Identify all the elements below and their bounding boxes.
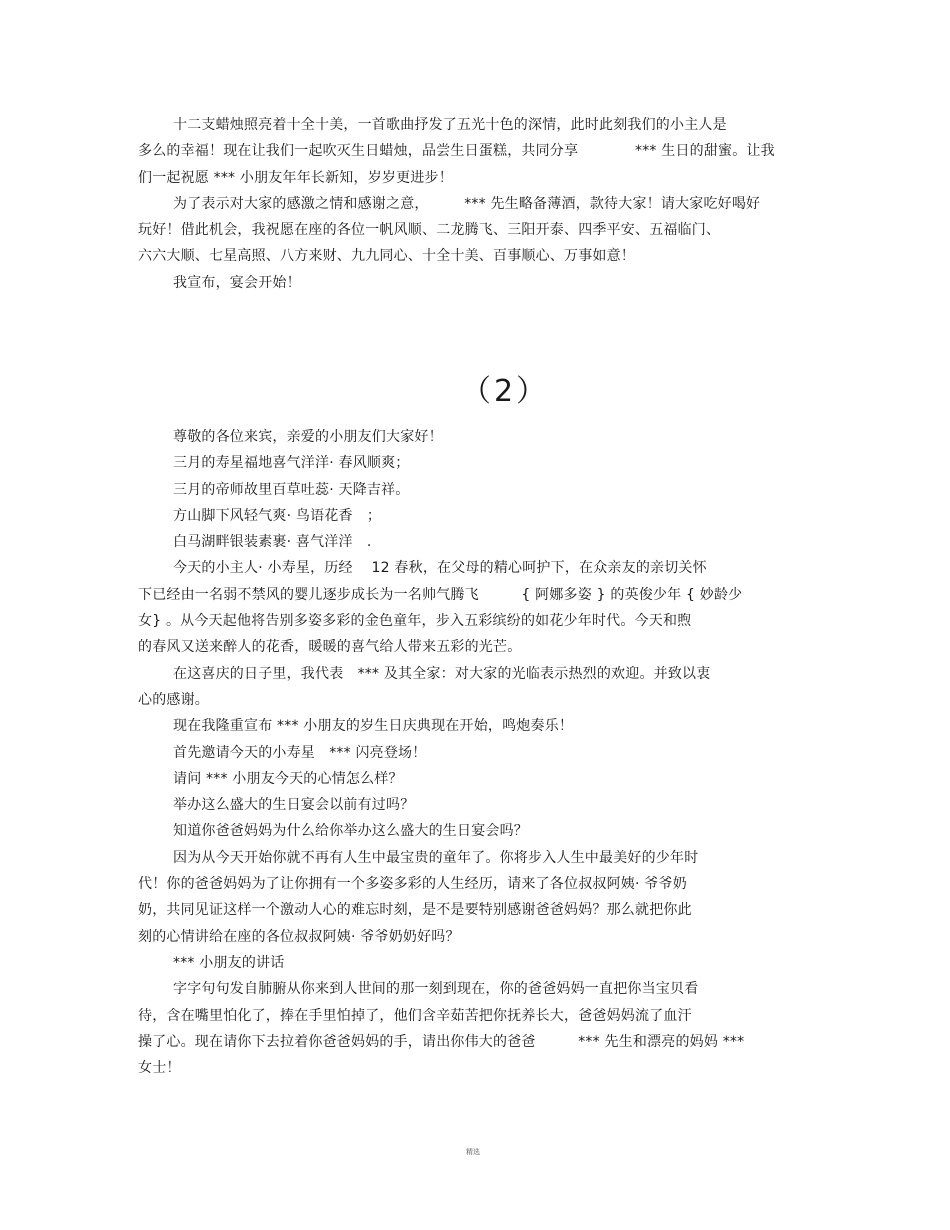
paragraph-line: 待，含在嘴里怕化了，捧在手里怕掉了，他们含辛茹苦把你抚养长大，爸爸妈妈流了血汗 — [138, 1007, 692, 1024]
paragraph-line: 因为从今天开始你就不再有人生中最宝贵的童年了。你将步入人生中最美好的少年时 — [173, 849, 699, 866]
paragraph-line: 十二支蜡烛照亮着十全十美，一首歌曲抒发了五光十色的深情，此时此刻我们的小主人是 — [173, 117, 727, 133]
speech-section-1 — [138, 112, 810, 296]
paragraph-line: 玩好！借此机会，我祝愿在座的各位一帆风顺、二龙腾飞、三阳开泰、四季平安、五福临门、 — [138, 222, 721, 239]
paragraph-line: 下已经由一名弱不禁风的婴儿逐步成长为一名帅气腾飞 { 阿娜多姿 } 的英俊少年 { 妙龄少 — [138, 586, 743, 603]
paragraph-line: 首先邀请今天的小寿星 *** 闪亮登场！ — [173, 744, 427, 761]
paragraph-line: 刻的心情讲给在座的各位叔叔阿姨· 爷爷奶奶好吗？ — [138, 928, 460, 945]
paragraph-line: 字字句句发自肺腑从你来到人世间的那一刻到现在，你的爸爸妈妈一直把你当宝贝看 — [173, 981, 699, 998]
paragraph-line: 现在我隆重宣布 *** 小朋友的岁生日庆典现在开始，鸣炮奏乐！ — [173, 718, 574, 735]
paragraph-line: 的春风又送来醉人的花香，暖暖的喜气给人带来五彩的光芒。 — [138, 639, 522, 656]
paragraph-line: 操了心。现在请你下去拉着你爸爸妈妈的手，请出你伟大的爸爸 *** 先生和漂亮的妈妈 *** — [138, 1033, 745, 1050]
paragraph-line: 三月的帝师故里百草吐蕊· 天降吉祥。 — [173, 481, 410, 498]
paragraph-line: 白马湖畔银装素裹· 喜气洋洋 . — [173, 534, 372, 551]
paragraph-line: 六六大顺、七星高照、八方来财、九九同心、十全十美、百事顺心、万事如意！ — [138, 248, 635, 265]
paragraph-line: 尊敬的各位来宾，亲爱的小朋友们大家好！ — [173, 429, 443, 445]
section-heading: （2） — [460, 374, 550, 409]
paragraph-line: 女} 。从今天起他将告别多姿多彩的金色童年，步入五彩缤纷的如花少年时代。今天和煦 — [138, 613, 692, 630]
paragraph-line: 举办这么盛大的生日宴会以前有过吗？ — [173, 797, 415, 814]
paragraph-line: 今天的小主人· 小寿星，历经 12 春秋，在父母的精心呵护下，在众亲友的亲切关怀 — [173, 560, 707, 577]
paragraph-line: 在这喜庆的日子里，我代表 *** 及其全家：对大家的光临表示热烈的欢迎。并致以衷 — [173, 665, 711, 682]
paragraph-line: 们一起祝愿 *** 小朋友年年长新知，岁岁更进步！ — [138, 169, 453, 186]
paragraph-line: 请问 *** 小朋友今天的心情怎么样？ — [173, 770, 403, 787]
speech-section-2 — [138, 424, 810, 1081]
paragraph-line: 三月的寿星福地喜气洋洋· 春风顺爽； — [173, 455, 410, 472]
paragraph-line: 代！你的爸爸妈妈为了让你拥有一个多姿多彩的人生经历，请来了各位叔叔阿姨· 爷爷奶 — [138, 876, 687, 893]
paragraph-line: 为了表示对大家的感激之情和感谢之意， *** 先生略备薄酒，款待大家！请大家吃好喝好 — [173, 195, 761, 212]
paragraph-line: 心的感谢。 — [138, 691, 209, 708]
page-footer: 精选 — [466, 1148, 480, 1156]
paragraph-line: 方山脚下风轻气爽· 鸟语花香 ； — [173, 507, 382, 524]
paragraph-line: 奶，共同见证这样一个激动人心的难忘时刻，是不是要特别感谢爸爸妈妈？那么就把你此 — [138, 902, 692, 919]
paragraph-line: 我宣布，宴会开始！ — [173, 274, 301, 291]
paragraph-line: 多么的幸福！现在让我们一起吹灭生日蜡烛，品尝生日蛋糕，共同分享 *** 生日的甜蜜。让我 — [138, 143, 775, 160]
paragraph-line: 女士！ — [138, 1060, 181, 1077]
paragraph-line: *** 小朋友的讲话 — [173, 954, 285, 971]
paragraph-line: 知道你爸爸妈妈为什么给你举办这么盛大的生日宴会吗？ — [173, 823, 528, 840]
